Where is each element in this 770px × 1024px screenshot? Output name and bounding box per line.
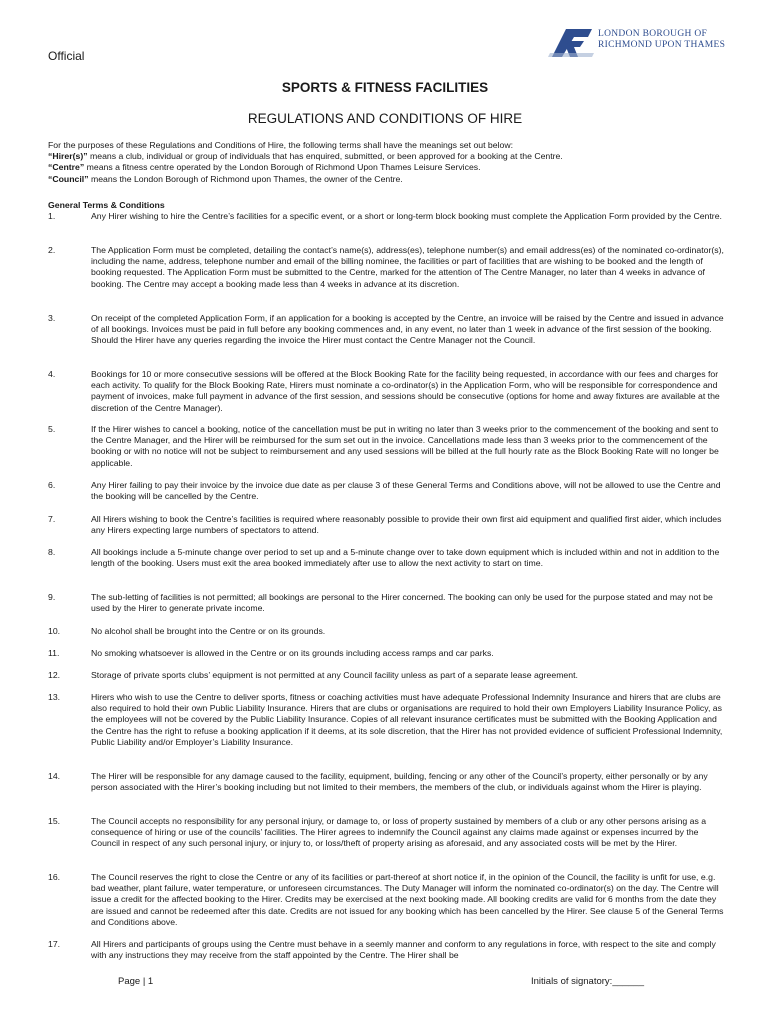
clause-number: 3. xyxy=(48,313,56,323)
clause-text: No smoking whatsoever is allowed in the Centre or on its grounds including access ramps and car parks. xyxy=(91,648,494,658)
clause-text: The Application Form must be completed, detailing the contact’s name(s), address(es), telephone number(s) and email address(es) of the nominated co-ordinator(s), including the name, address, telephone number and email of the billing nominee, the facilities or part of facilities that are wishing to be booked and the length of booking requested. The Application Form must be submitted to the Centre, marked for the attention of The Centre Manager, no later than 4 weeks in advance of booking. The Centre may accept a booking made less than 4 weeks in advance at its discretion. xyxy=(91,245,724,289)
clause-number: 15. xyxy=(48,816,61,826)
clause-number: 10. xyxy=(48,626,61,636)
clause-number: 11. xyxy=(48,648,60,658)
clause-number: 9. xyxy=(48,592,56,602)
page-number: Page | 1 xyxy=(118,976,154,987)
clause-number: 2. xyxy=(48,245,56,255)
clause-number: 16. xyxy=(48,872,61,882)
clause-text: Any Hirer wishing to hire the Centre’s facilities for a specific event, or a short or long-term block booking must complete the Application Form provided by the Centre. xyxy=(91,211,722,221)
clause-text: On receipt of the completed Application Form, if an application for a booking is accepted by the Centre, an invoice will be raised by the Centre and issued in advance of all bookings. Invoices must be paid in full before any booking commences and, in any event, no later than 1 week in advance of the first session of the booking. Should the Hirer have any queries regarding the invoice the Hirer must contact the Centre Manager not the Council. xyxy=(91,313,724,346)
clause-number: 6. xyxy=(48,480,56,490)
clause-text: All bookings include a 5-minute change over period to set up and a 5-minute change over to take down equipment which is included within and not in addition to the length of the booking. Users must exit the area booked immediately after use to allow the next activity to start on time. xyxy=(91,547,720,569)
document-subtitle: REGULATIONS AND CONDITIONS OF HIRE xyxy=(247,111,523,126)
council-logo-mark xyxy=(548,27,594,57)
definition-hirer xyxy=(48,151,728,162)
definition-term: “Centre” xyxy=(48,162,85,173)
clause-text: Bookings for 10 or more consecutive sessions will be offered at the Block Booking Rate for the facility being requested, in accordance with our fees and charges for each activity. To qualify for the Block Booking Rate, Hirers must nominate a co-ordinator(s) in the Application Form, who will be responsible for correspondence and payment of invoices, make full payment in advance of the first session, and sessions should be consecutive (options for home and away fixtures are available at the discretion of the Centre Manager). xyxy=(91,369,720,413)
clause-text: All Hirers wishing to book the Centre’s facilities is required where reasonably possible to provide their own first aid equipment and qualified first aider, which includes any Hirers expecting large numbers of spectators to attend. xyxy=(91,514,722,536)
intro-lead: For the purposes of these Regulations and Conditions of Hire, the following terms shall have the meanings set out below: xyxy=(48,140,514,150)
clause-text: If the Hirer wishes to cancel a booking, notice of the cancellation must be put in writing no later than 3 weeks prior to the commencement of the booking and sent to the Centre Manager, and the Hirer will be reimbursed for the sum set out in the invoice. Cancellations made less than 3 weeks prior to the commencement of the booking or with no notice will not be subject to reimbursement and any used sessions will be billed at the full hourly rate as the Block Booking Rate will no longer be applicable. xyxy=(91,424,719,468)
clause-number: 13. xyxy=(48,692,61,702)
clause-number: 1. xyxy=(48,211,56,221)
definition-text: means the London Borough of Richmond upon Thames, the owner of the Centre. xyxy=(88,173,403,184)
definition-text: means a fitness centre operated by the London Borough of Richmond Upon Thames Leisure Services. xyxy=(84,162,481,173)
clause-number: 7. xyxy=(48,514,56,524)
clause-text: No alcohol shall be brought into the Centre or on its grounds. xyxy=(91,626,326,636)
definition-text: means a club, individual or group of individuals that has enquired, submitted, or been approved for a booking at the Centre. xyxy=(87,151,563,162)
clause-text: The sub-letting of facilities is not permitted; all bookings are personal to the Hirer concerned. The booking can only be used for the purpose stated and may not be used by the Hirer to generate private income. xyxy=(91,592,713,614)
definition-centre xyxy=(48,162,728,173)
logo-line-2: RICHMOND UPON THAMES xyxy=(598,40,726,50)
logo-line-1: LONDON BOROUGH OF xyxy=(598,29,708,39)
council-logo xyxy=(548,27,738,59)
council-logo-text xyxy=(598,29,725,51)
section-heading: General Terms & Conditions xyxy=(48,200,165,210)
intro-section xyxy=(48,140,728,185)
clause-number: 14. xyxy=(48,771,61,781)
clause-text: The Hirer will be responsible for any damage caused to the facility, equipment, building, fencing or any other of the Council’s property, either personally or by any person associated with the Hirer’s booking including but not limited to their members, the members of the club, or individuals against whom the Hirer is playing. xyxy=(91,771,708,793)
document-title: SPORTS & FITNESS FACILITIES xyxy=(281,80,489,95)
clause-text: Any Hirer failing to pay their invoice by the invoice due date as per clause 3 of these General Terms and Conditions above, will not be allowed to use the Centre and the booking will be cancelled by the Centre. xyxy=(91,480,721,502)
clause-number: 17. xyxy=(48,939,61,949)
clause-number: 8. xyxy=(48,547,56,557)
clause-number: 12. xyxy=(48,670,61,680)
official-label: Official xyxy=(48,49,85,63)
definition-council xyxy=(48,174,728,185)
clause-number: 5. xyxy=(48,424,56,434)
clause-text: All Hirers and participants of groups using the Centre must behave in a seemly manner and conform to any regulations in force, with respect to the site and comply with any instructions they may receive from the staff appointed by the Centre. The Hirer shall be xyxy=(91,939,716,961)
clause-text: Storage of private sports clubs’ equipment is not permitted at any Council facility unless as part of a separate lease agreement. xyxy=(91,670,578,680)
clause-text: The Council accepts no responsibility for any personal injury, or damage to, or loss of property sustained by members of a club or any other persons arising as a consequence of hiring or use of the councils’ facilities. The Hirer agrees to indemnify the Council against any claims made against or expenses incurred by the Council in respect of any such personal injury, or injury to, or loss/theft of property arising as aforesaid, and any associated costs will be met by the Hirer. xyxy=(91,816,707,849)
clause-text: Hirers who wish to use the Centre to deliver sports, fitness or coaching activities must have adequate Professional Indemnity Insurance and hirers that are clubs are also required to hold their own Public Liability Insurance. Hirers that are clubs or organisations are required to hold their own Employers Liability Insurance Policy, as the employees will not be covered by the Public Liability Insurance. Copies of all relevant insurance certificates must be submitted with the Booking Application and the Centre has the right to refuse a booking application if it deems, at its sole discretion, that the Hirer has not provided evidence of sufficient Professional Indemnity, Public Liability and/or Employer’s Liability Insurance. xyxy=(91,692,723,747)
definition-term: “Council” xyxy=(48,173,89,184)
clause-text: The Council reserves the right to close the Centre or any of its facilities or part-thereof at short notice if, in the opinion of the Council, the facility is unfit for use, e.g. bad weather, plant failure, water temperature, or unforeseen circumstances. The Duty Manager will inform the nominated co-ordinator(s) on the day. The Centre will issue a credit for the affected booking to the Hirer. Credits may be exercised at the next booking made. All booking credits are valid for 6 months from the date they are issued and cannot be redeemed after this date. Credits are not issued for any booking which has been cancelled by the Hirer. See clause 5 of the General Terms and Conditions above. xyxy=(91,872,724,927)
definition-term: “Hirer(s)” xyxy=(48,151,88,162)
initials-of-signatory: Initials of signatory:______ xyxy=(531,976,645,987)
clause-number: 4. xyxy=(48,369,56,379)
